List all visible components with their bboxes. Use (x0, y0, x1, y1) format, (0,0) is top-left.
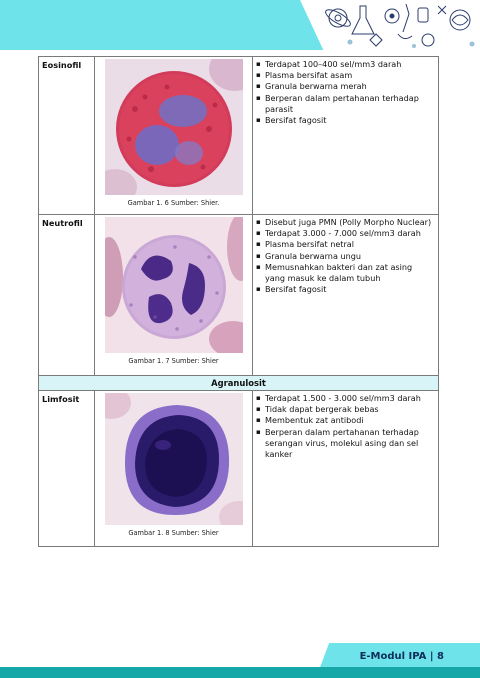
list-item: ▪ Disebut juga PMN (Polly Morpho Nuclear) (256, 217, 434, 228)
list-item: ▪ Memusnahkan bakteri dan zat asing yang masuk ke dalam tubuh (256, 262, 434, 284)
list-item: ▪ Tidak dapat bergerak bebas (256, 404, 434, 415)
figure-caption: Gambar 1. 7 Sumber: Shier (128, 357, 219, 365)
list-item: ▪ Berperan dalam pertahanan terhadap serangan virus, molekul asing dan sel kanker (256, 427, 434, 461)
table-row-limfosit (39, 391, 439, 547)
list-item: ▪ Bersifat fagosit (256, 284, 434, 295)
property-list (256, 217, 434, 295)
cell-image (95, 215, 253, 376)
list-item: ▪ Terdapat 100–400 sel/mm3 darah (256, 59, 434, 70)
list-item: ▪ Granula berwarna ungu (256, 251, 434, 262)
footer-page-title: E-Modul IPA | 8 (359, 651, 444, 662)
cell-properties (253, 57, 439, 215)
list-item: ▪ Berperan dalam pertahanan terhadap parasit (256, 93, 434, 115)
cell-name: Eosinofil (39, 57, 95, 215)
list-item: ▪ Bersifat fagosit (256, 115, 434, 126)
footer-band (0, 667, 480, 678)
cell-image (95, 57, 253, 215)
figure-caption: Gambar 1. 8 Sumber: Shier (128, 529, 219, 537)
list-item: ▪ Membentuk zat antibodi (256, 415, 434, 426)
table-row-neutrofil (39, 215, 439, 376)
property-list (256, 393, 434, 460)
list-item: ▪ Plasma bersifat asam (256, 70, 434, 81)
cell-properties (253, 391, 439, 547)
list-item: ▪ Terdapat 1.500 - 3.000 sel/mm3 darah (256, 393, 434, 404)
section-header-row (39, 376, 439, 391)
neutrophil-image (105, 217, 243, 353)
cell-properties (253, 215, 439, 376)
figure-caption: Gambar 1. 6 Sumber: Shier. (127, 199, 220, 207)
eosinophil-image (105, 59, 243, 195)
property-list (256, 59, 434, 126)
list-item: ▪ Granula berwarna merah (256, 81, 434, 92)
section-header-agranulosit: Agranulosit (39, 376, 439, 391)
cell-name: Neutrofil (39, 215, 95, 376)
cell-image (95, 391, 253, 547)
table-row-eosinofil (39, 57, 439, 215)
list-item: ▪ Plasma bersifat netral (256, 239, 434, 250)
lymphocyte-image (105, 393, 243, 525)
cell-name: Limfosit (39, 391, 95, 547)
science-doodles-decoration (310, 0, 480, 54)
list-item: ▪ Terdapat 3.000 - 7.000 sel/mm3 darah (256, 228, 434, 239)
leukocyte-table (38, 56, 439, 547)
